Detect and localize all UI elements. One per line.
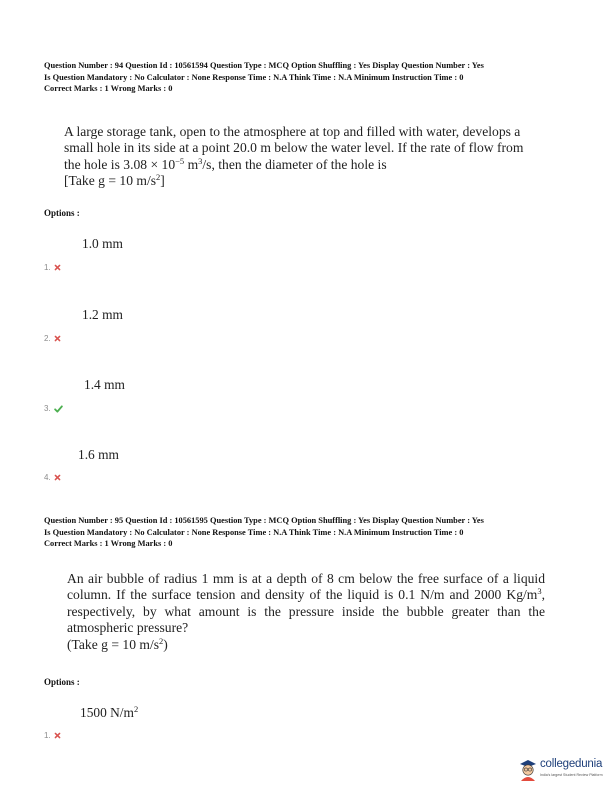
options-label: Options : [44,677,80,687]
cross-icon [54,474,61,481]
option-number: 1. [44,731,61,740]
cross-icon [54,264,61,271]
question-line: atmospheric pressure? [67,620,189,636]
check-icon [54,405,63,413]
question-94-text [64,124,550,190]
option-text: 1.4 mm [84,377,125,392]
option-text: 1.0 mm [82,236,123,251]
cross-icon [54,732,61,739]
collegedunia-logo [517,757,605,783]
option-number: 4. [44,473,61,482]
mascot-icon [517,757,539,781]
logo-tagline: India's largest Student Review Platform [540,773,603,777]
question-marks-line: Correct Marks : 1 Wrong Marks : 0 [44,539,173,548]
question-line: small hole in its side at a point 20.0 m below the water level. If the rate of flow from [64,140,524,156]
question-line: A large storage tank, open to the atmosphere at top and filled with water, develops a [64,124,521,139]
option-text: 1500 $N/m^2$ [80,704,139,720]
question-marks-line: Correct Marks : 1 Wrong Marks : 0 [44,84,173,93]
cross-icon [54,335,61,342]
question-line: column. If the surface tension and density of the liquid is 0.1 N/m and 2000 $Kg/m^3$, [67,586,545,603]
question-line: the hole is $3.08 \times 10^{-5}$ $m^3/s$, then the diameter of the hole is [64,155,387,172]
option-text: 1.6 mm [78,447,119,462]
options-label: Options : [44,208,80,218]
option-text: 1.2 mm [82,307,123,322]
question-meta-line: Is Question Mandatory : No Calculator : None Response Time : N.A Think Time : N.A Minimum Instruction Time : 0 [44,527,464,537]
question-95-text [67,571,545,653]
question-95-meta [44,515,584,550]
logo-wordmark: collegedunia [540,758,603,770]
question-meta-line: Question Number : 94 Question Id : 10561594 Question Type : MCQ Option Shuffling : Yes Display Question Number : Yes [44,61,484,70]
option-number: 2. [44,334,61,343]
option-number: 1. [44,263,61,272]
question-line: [Take g = 10 $m/s^2$] [64,172,165,189]
question-meta-line: Question Number : 95 Question Id : 10561595 Question Type : MCQ Option Shuffling : Yes Display Question Number : Yes [44,516,484,525]
question-94-meta [44,60,584,95]
question-line: An air bubble of radius 1 mm is at a depth of 8 cm below the free surface of a liquid [67,571,545,586]
question-line: (Take g = 10 $m/s^2$) [67,635,168,652]
question-meta-line: Is Question Mandatory : No Calculator : None Response Time : N.A Think Time : N.A Minimum Instruction Time : 0 [44,72,464,82]
option-number: 3. [44,404,63,413]
question-line: respectively, by what amount is the pressure inside the bubble greater than the [67,603,545,619]
